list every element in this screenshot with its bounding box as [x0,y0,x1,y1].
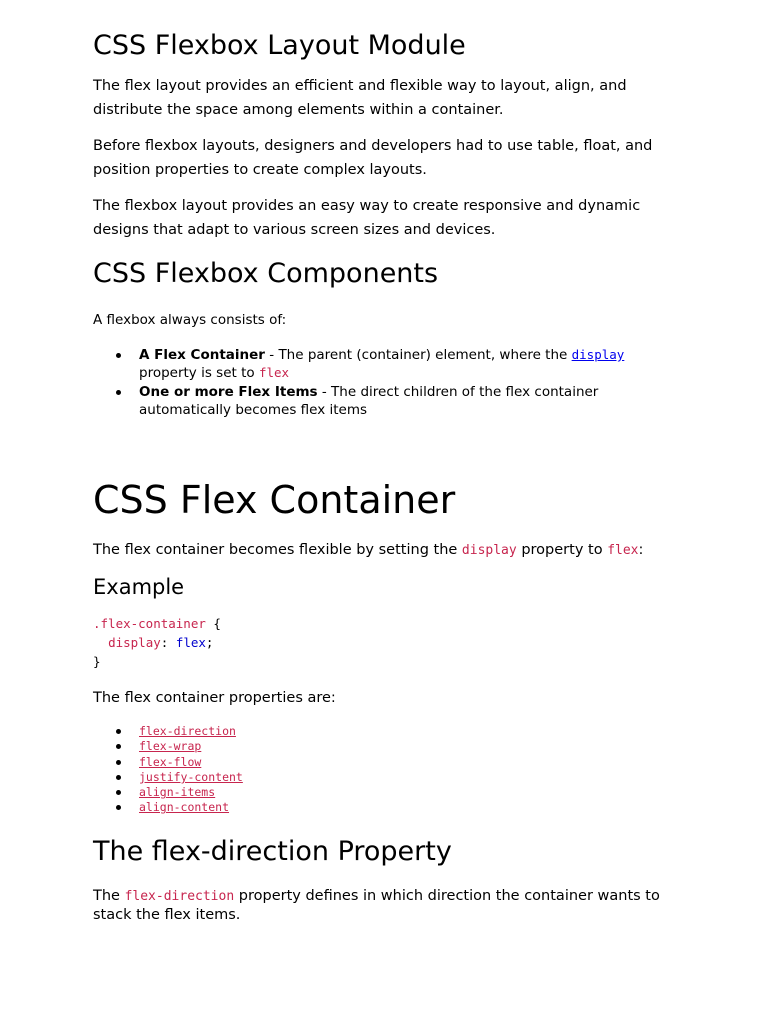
list-item [93,739,243,754]
inline-code: flex-direction [124,889,235,904]
intro-text: : [638,542,644,558]
inline-code: flex [607,543,639,558]
list-item-text: property is set to [139,365,259,381]
property-link-justify-content[interactable]: justify-content [139,769,243,784]
property-link-flex-wrap[interactable]: flex-wrap [139,739,202,754]
code-value: flex [175,635,206,650]
property-link-align-items[interactable]: align-items [139,785,216,800]
list-item [93,770,243,785]
properties-list [93,724,243,816]
inline-code: flex [258,365,290,380]
flex-direction-paragraph [93,887,678,925]
list-item [93,383,673,419]
code-colon: : [160,635,176,650]
components-intro: A flexbox always consists of: [93,312,287,328]
page-title: CSS Flexbox Layout Module [93,30,466,61]
code-property: display [108,635,161,650]
properties-intro: The flex container properties are: [93,690,336,706]
property-link-flex-direction[interactable]: flex-direction [139,724,236,738]
list-item [93,346,673,382]
example-heading: Example [93,575,185,599]
code-brace: { [205,616,221,631]
paragraph-text: property defines in which direction the container wants to stack the flex items. [93,888,660,923]
paragraph-text: The [93,888,125,904]
code-semicolon: ; [205,635,214,650]
code-example [93,614,221,671]
intro-paragraph-2: Before flexbox layouts, designers and developers had to use table, float, and position properties to create complex layouts. [93,138,653,178]
components-heading: CSS Flexbox Components [93,258,439,289]
code-selector: .flex-container [93,616,206,631]
flex-container-intro [93,538,678,563]
property-link-flex-flow[interactable]: flex-flow [139,754,202,769]
list-item [93,800,243,815]
intro-paragraph-1: The flex layout provides an efficient and flexible way to layout, align, and distribute the space among elements within a container. [93,78,627,118]
intro-text: property to [516,542,608,558]
list-item-text: - The parent (container) element, where the [264,347,572,363]
intro-text: The flex container becomes flexible by setting the [93,542,462,558]
list-item [93,724,243,739]
code-brace: } [93,654,101,669]
list-item-term: A Flex Container [139,347,265,363]
list-item-term: One or more Flex Items [139,384,318,400]
code-indent [93,635,108,650]
property-link-align-content[interactable]: align-content [139,800,230,815]
components-list [93,346,673,420]
flex-container-heading: CSS Flex Container [93,478,456,522]
list-item [93,755,243,770]
intro-paragraph-3: The flexbox layout provides an easy way to create responsive and dynamic designs that adapt to various screen sizes and devices. [93,198,641,238]
display-link[interactable]: display [571,347,625,362]
flex-direction-heading: The flex-direction Property [93,836,452,867]
list-item-text: - The direct children of the flex container automatically becomes flex items [139,384,599,418]
list-item [93,785,243,800]
inline-code: display [461,543,517,558]
